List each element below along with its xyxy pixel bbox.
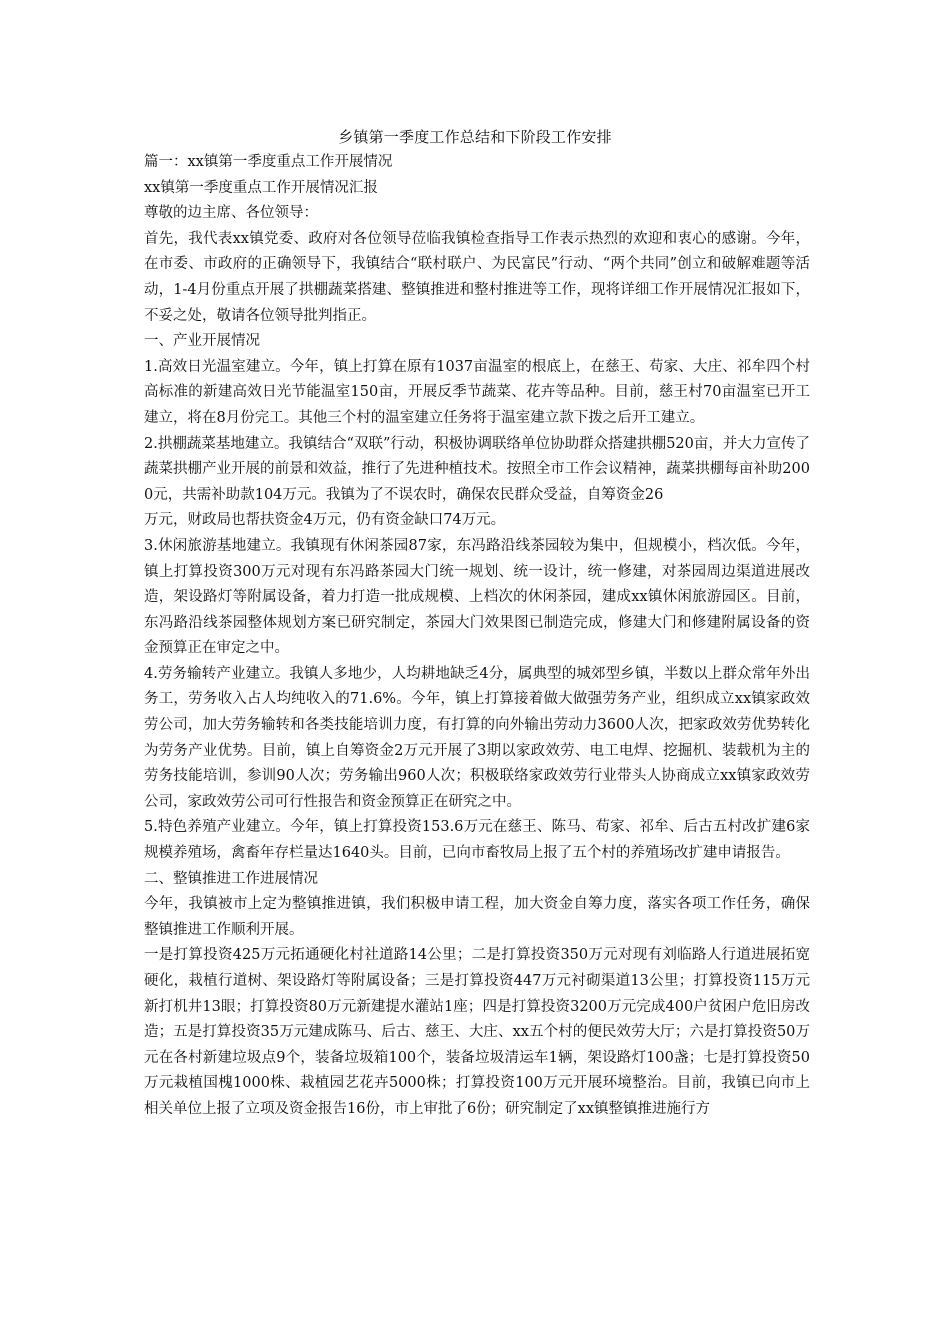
paragraph-town-overview: 今年，我镇被市上定为整镇推进镇，我们积极申请工程，加大资金自筹力度，落实各项工作任务，确保整镇推进工作顺利开展。	[144, 896, 810, 938]
paragraph-heading-industry: 一、产业开展情况	[144, 333, 260, 350]
paragraph-report-title: xx镇第一季度重点工作开展情况汇报	[144, 179, 378, 196]
paragraph-greenhouse: 1.高效日光温室建立。今年，镇上打算在原有1037亩温室的根底上，在慈王、苟家、大庄、祁牟四个村高标准的新建高效日光节能温室150亩，开展反季节蔬菜、花卉等品种。目前，慈王村70亩温室已开工建立，将在8月份完工。其他三个村的温室建立任务将于温室建立款下拨之后开工建立。	[144, 358, 810, 426]
paragraph-breeding: 5.特色养殖产业建立。今年，镇上打算投资153.6万元在慈王、陈马、苟家、祁牟、后古五村改扩建6家规模养殖场，禽畜年存栏量达1640头。目前，已向市畜牧局上报了五个村的养殖场改扩建申请报告。	[144, 819, 810, 862]
paragraph-tourism: 3.休闲旅游基地建立。我镇现有休闲茶园87家，东冯路沿线茶园较为集中，但规模小，档次低。今年，镇上打算投资300万元对现有东冯路茶园大门统一规划、统一设计，统一修建，对茶园周边渠道进展改造，架设路灯等附属设备，着力打造一批成规模、上档次的休闲茶园，建成xx镇休闲旅游园区。目前，东冯路沿线茶园整体规划方案已研究制定，茶园大门效果图已制造完成，修建大门和修建附属设备的资金预算正在审定之中。	[144, 537, 810, 657]
document-title: 乡镇第一季度工作总结和下阶段工作安排	[338, 128, 612, 146]
paragraph-section-heading-1: 篇一：xx镇第一季度重点工作开展情况	[144, 154, 393, 170]
paragraph-labor: 4.劳务输转产业建立。我镇人多地少，人均耕地缺乏4分，属典型的城郊型乡镇，半数以上群众常年外出务工，劳务收入占人均纯收入的71.6%。今年，镇上打算接着做大做强劳务产业，组织成立xx镇家政效劳公司，加大劳务输转和各类技能培训力度，有打算的向外输出劳动力3600人次，把家政效劳优势转化为劳务产业优势。目前，镇上自筹资金2万元开展了3期以家政效劳、电工电焊、挖掘机、装载机为主的劳务技能培训，参训90人次；劳务输出960人次；积极联络家政效劳行业带头人协商成立xx镇家政效劳公司，家政效劳公司可行性报告和资金预算正在研究之中。	[144, 665, 810, 810]
paragraph-introduction: 首先，我代表xx镇党委、政府对各位领导莅临我镇检查指导工作表示热烈的欢迎和衷心的感谢。今年，在市委、市政府的正确领导下，我镇结合“联村联户、为民富民”行动、“两个共同”创立和破解难题等活动，1-4月份重点开展了拱棚蔬菜搭建、整镇推进和整村推进等工作，现将详细工作开展情况汇报如下，不妥之处，敬请各位领导批判指正。	[144, 230, 810, 324]
paragraph-town-projects: 一是打算投资425万元拓通硬化村社道路14公里；二是打算投资350万元对现有刘临路人行道进展拓宽硬化，栽植行道树、架设路灯等附属设备；三是打算投资447万元衬砌渠道13公里；打算投资115万元新打机井13眼；打算投资80万元新建提水灌站1座；四是打算投资3200万元完成400户贫困户危旧房改造；五是打算投资35万元建成陈马、后古、慈王、大庄、xx五个村的便民效劳大厅；六是打算投资50万元在各村新建垃圾点9个，装备垃圾箱100个，装备垃圾清运车1辆，架设路灯100盏；七是打算投资50万元栽植国槐1000株、栽植园艺花卉5000株；打算投资100万元开展环境整治。目前，我镇已向市上相关单位上报了立项及资金报告16份，市上审批了6份；研究制定了xx镇整镇推进施行方	[144, 947, 810, 1117]
document-body	[144, 150, 810, 1123]
paragraph-heading-town-progress: 二、整镇推进工作进展情况	[144, 870, 318, 887]
paragraph-salutation: 尊敬的边主席、各位领导：	[144, 205, 318, 222]
paragraph-vegetable-shed-cont: 万元，财政局也帮扶资金4万元，仍有资金缺口74万元。	[144, 512, 506, 529]
paragraph-vegetable-shed: 2.拱棚蔬菜基地建立。我镇结合“双联”行动，积极协调联络单位协助群众搭建拱棚520亩，并大力宣传了蔬菜拱棚产业开展的前景和效益，推行了先进种植技术。按照全市工作会议精神，蔬菜拱棚每亩补助2000元，共需补助款104万元。我镇为了不误农时，确保农民群众受益，自筹资金26	[144, 435, 810, 503]
